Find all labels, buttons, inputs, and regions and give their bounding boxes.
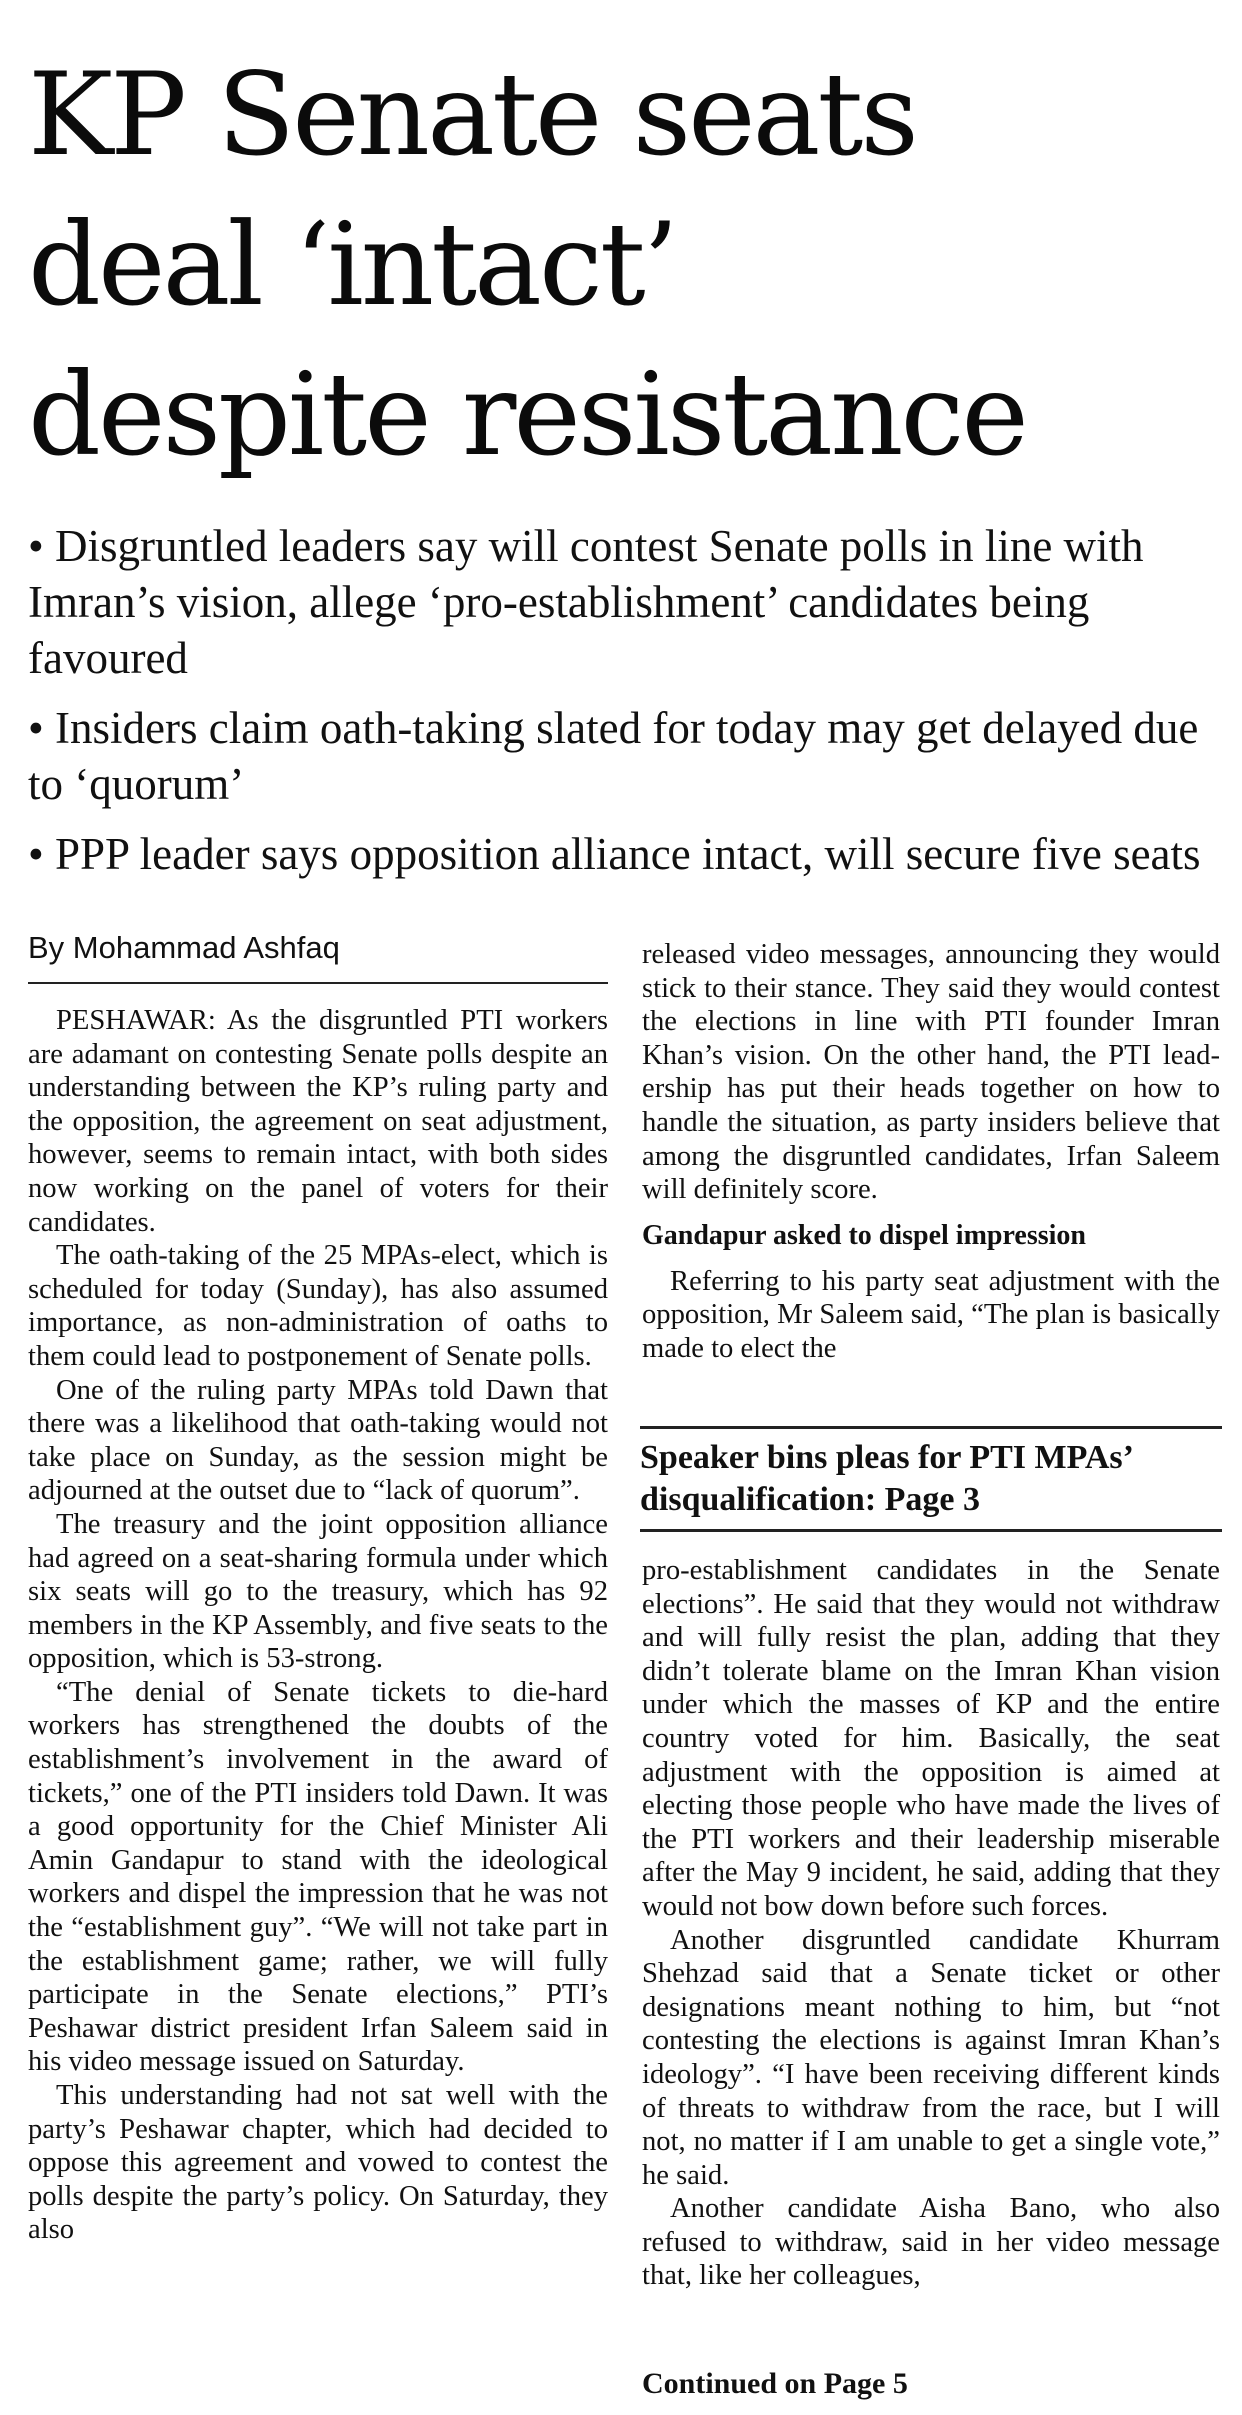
- summary-bullets: [28, 518, 1208, 896]
- headline-line: KP Senate seats: [28, 48, 916, 181]
- summary-bullet: • Insiders claim oath-taking slated for today may get delayed due to ‘quorum’: [28, 703, 1199, 809]
- body-paragraph: The treasury and the joint opposition alliance had agreed on a seat-sharing formula under which six seats will go to the treasury, which has 92 members in the KP Assembly, and five seats to the opposition, which is 53-strong.: [28, 1508, 608, 1675]
- body-paragraph: This understanding had not sat well with the party’s Peshawar chapter, which had decided to oppose this agreement and vowed to contest the polls despite the party’s policy. On Saturday, they also: [28, 2080, 608, 2246]
- body-paragraph: The oath-taking of the 25 MPAs-elect, which is scheduled for today (Sunday), has also assumed importance, as non-administration of oaths to them could lead to postponement of Senate polls.: [28, 1240, 608, 1372]
- body-paragraph: “The denial of Senate tickets to die-hard workers has strengthened the doubts of the establishment’s involvement in the award of tickets,” one of the PTI insiders told Dawn. It was a good opportunity for the Chief Minister Ali Amin Gandapur to stand with the ideological workers and dispel the impression that he was not the “establishment guy”. “We will not take part in the establishment game; rather, we will fully participate in the Senate elections,” PTI’s Peshawar district president Irfan Saleem said in his video message issued on Saturday.: [28, 1676, 608, 2078]
- body-paragraph: One of the ruling party MPAs told Dawn that there was a likelihood that oath-taking would not take place on Sunday, as the session might be adjourned at the outset due to “lack of quorum”.: [28, 1374, 608, 1507]
- body-column-right-bottom: [642, 1554, 1220, 2293]
- related-story-link[interactable]: Speaker bins pleas for PTI MPAs’ disqualification: Page 3: [640, 1439, 1132, 1518]
- headline: [28, 40, 1218, 490]
- summary-bullet: • Disgruntled leaders say will contest Senate polls in line with Imran’s vision, allege ‘pro-establishment’ candidates being favoured: [28, 521, 1144, 683]
- body-column-left: [28, 1004, 608, 2247]
- crosshead: Gandapur asked to dispel impression: [642, 1219, 1086, 1251]
- continued-on-page[interactable]: Continued on Page 5: [642, 2367, 908, 2400]
- summary-bullet: • PPP leader says opposition alliance intact, will secure five seats: [28, 829, 1201, 879]
- headline-line: deal ‘intact’: [28, 198, 676, 331]
- body-paragraph: Referring to his party seat adjustment with the opposition, Mr Saleem said, “The plan is basically made to elect the: [642, 1265, 1220, 1364]
- body-paragraph: Another disgruntled candidate Khurram Shehzad said that a Senate ticket or other designations meant nothing to him, but “not contesting the elections is against Imran Khan’s ideology”. “I have been receiving different kinds of threats to withdraw from the race, but I will not, no matter if I am unable to get a single vote,” he said.: [642, 1924, 1220, 2191]
- body-paragraph: pro-establishment candidates in the Senate elections”. He said that they would not withdraw and will fully resist the plan, adding that they didn’t tolerate blame on the Imran Khan vision under which the masses of KP and the entire country voted for him. Basically, the seat adjustment with the opposition is aimed at electing those people who have made the lives of the PTI workers and their leadership miserable after the May 9 incident, he said, adding that they would not bow down before such forces.: [642, 1555, 1220, 1922]
- body-paragraph: PESHAWAR: As the disgruntled PTI workers are adamant on contesting Senate polls despite an understanding between the KP’s ruling party and the opposition, the agreement on seat adjustment, however, seems to remain intact, with both sides now working on the panel of voters for their candidates.: [28, 1005, 608, 1238]
- byline: By Mohammad Ashfaq: [28, 928, 608, 984]
- body-paragraph: released video messages, announcing they would stick to their stance. They said they would contest the elections in line with PTI founder Imran Khan’s vision. On the other hand, the PTI leadership has put their heads together on how to handle the situation, as party insiders believe that among the disgruntled candidates, Irfan Saleem will definitely score.: [642, 939, 1220, 1206]
- body-column-right-top: [642, 938, 1220, 1366]
- body-paragraph: Another candidate Aisha Bano, who also refused to withdraw, said in her video message that, like her colleagues,: [642, 2193, 1220, 2292]
- related-story-panel: [640, 1426, 1222, 1532]
- headline-line: despite resistance: [28, 348, 1026, 481]
